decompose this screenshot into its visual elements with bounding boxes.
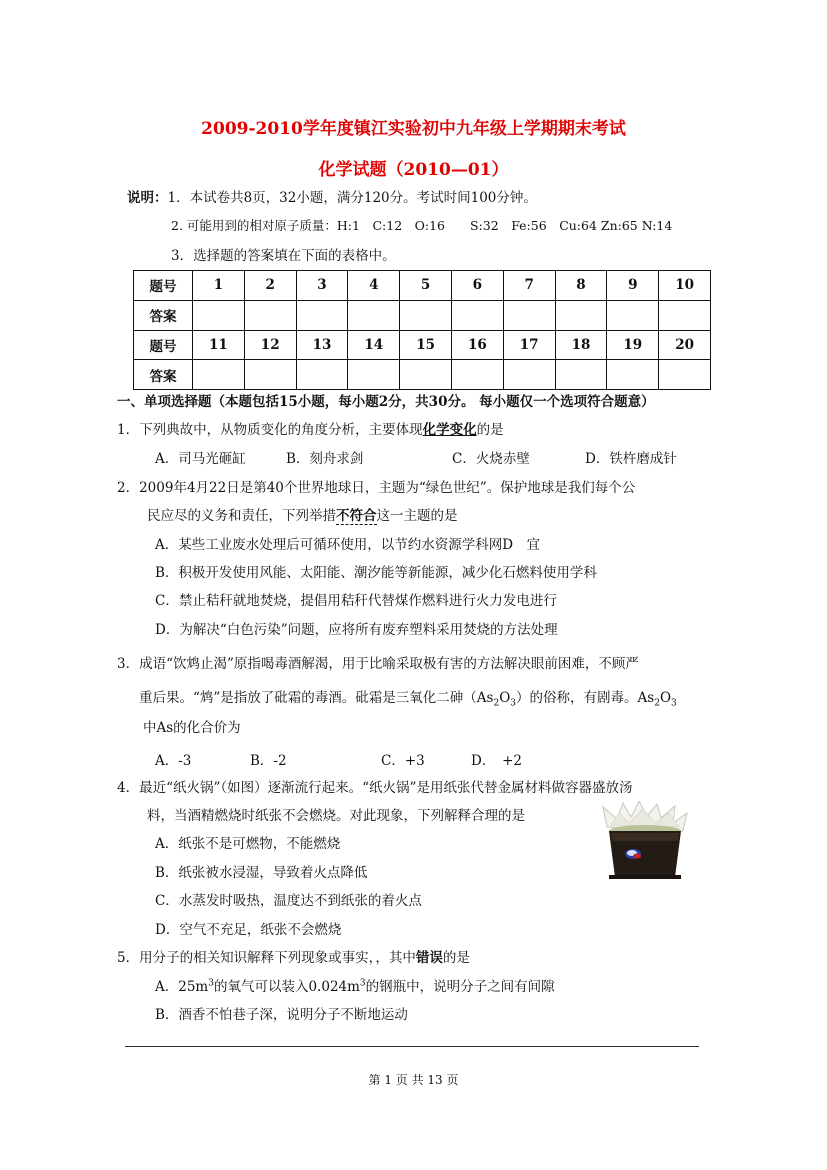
answer-cell[interactable] <box>348 360 400 390</box>
page-number: 第 1 页 共 13 页 <box>368 1073 459 1087</box>
question-number: 10 <box>659 271 711 301</box>
answer-cell[interactable] <box>659 300 711 330</box>
q5-option-a-text: 的氧气可以装入0.024m <box>213 979 360 995</box>
question-2-line-2 <box>147 504 458 524</box>
question-1-stem <box>117 418 504 438</box>
question-number: 18 <box>555 330 607 360</box>
q2-option-b[interactable]: B．积极开发使用风能、太阳能、潮汐能等新能源，减少化石燃料使用学科 <box>155 565 597 581</box>
question-number: 19 <box>607 330 659 360</box>
table-row <box>134 330 711 360</box>
answer-cell[interactable] <box>244 360 296 390</box>
q1-option-b[interactable]: B．刻舟求剑 <box>286 451 364 467</box>
q3-subscript: 3 <box>510 698 517 709</box>
answer-cell[interactable] <box>400 360 452 390</box>
question-number: 3 <box>296 271 348 301</box>
q2-option-c[interactable]: C．禁止秸秆就地焚烧，提倡用秸秆代替煤作燃料进行火力发电进行 <box>155 593 557 609</box>
q5-option-a-text: A．25m <box>155 979 209 995</box>
question-2-text-end: 这一主题的是 <box>376 508 458 524</box>
question-number: 15 <box>400 330 452 360</box>
question-2-text: 民应尽的义务和责任，下列举措 <box>147 508 336 524</box>
question-number: 2 <box>244 271 296 301</box>
answer-cell[interactable] <box>555 360 607 390</box>
q1-option-d[interactable]: D．铁杵磨成针 <box>585 451 677 467</box>
exam-title: 2009-2010学年度镇江实验初中九年级上学期期末考试 <box>201 119 626 139</box>
q3-option-c[interactable]: C．+3 <box>381 753 425 769</box>
question-5-keyword: 错误 <box>415 950 443 966</box>
answer-cell[interactable] <box>503 360 555 390</box>
table-header-cell: 答案 <box>134 360 193 390</box>
q4-option-a[interactable]: A．纸张不是可燃物，不能燃烧 <box>155 836 341 852</box>
answer-cell[interactable] <box>607 300 659 330</box>
q4-option-b[interactable]: B．纸张被水浸湿，导致着火点降低 <box>155 865 368 881</box>
answer-cell[interactable] <box>659 360 711 390</box>
question-1-keyword: 化学变化 <box>422 422 477 438</box>
notes-line-1 <box>127 186 537 206</box>
question-number: 4 <box>348 271 400 301</box>
table-header-cell: 题号 <box>134 330 193 360</box>
question-number: 16 <box>451 330 503 360</box>
question-5-stem <box>117 946 470 966</box>
superscript: 3 <box>359 978 366 989</box>
question-number: 13 <box>296 330 348 360</box>
question-4-line-1: 4．最近“纸火锅”（如图）逐渐流行起来。“纸火锅”是用纸张代替金属材料做容器盛放汤 <box>117 780 633 796</box>
question-number: 12 <box>244 330 296 360</box>
question-number: 11 <box>193 330 245 360</box>
q3-option-d[interactable]: D． +2 <box>471 753 522 769</box>
q1-option-c[interactable]: C．火烧赤壁 <box>452 451 530 467</box>
question-1-text: 1．下列典故中，从物质变化的角度分析，主要体现 <box>117 422 423 438</box>
question-number: 8 <box>555 271 607 301</box>
q1-option-a[interactable]: A．司马光砸缸 <box>155 451 246 467</box>
question-number: 7 <box>503 271 555 301</box>
answer-cell[interactable] <box>296 300 348 330</box>
q3-subscript: 2 <box>654 698 660 709</box>
question-3-line-3: 中As的化合价为 <box>143 720 241 736</box>
q3-subscript: 3 <box>671 698 677 709</box>
note-2: 2. 可能用到的相对原子质量：H:1 C:12 O:16 S:32 Fe:56 Cu:64 Zn:65 N:14 <box>171 218 673 233</box>
answer-cell[interactable] <box>400 300 452 330</box>
question-number: 1 <box>193 271 245 301</box>
q4-option-d[interactable]: D．空气不充足，纸张不会燃烧 <box>155 922 342 938</box>
table-row <box>134 360 711 390</box>
q2-option-d[interactable]: D．为解决“白色污染”问题，应将所有废弃塑料采用焚烧的方法处理 <box>155 622 558 638</box>
q5-option-a[interactable] <box>155 975 555 995</box>
notes-label: 说明： <box>127 190 168 206</box>
superscript: 3 <box>208 978 214 989</box>
footer-divider <box>125 1046 699 1047</box>
table-row <box>134 271 711 301</box>
answer-cell[interactable] <box>555 300 607 330</box>
question-3-line-2 <box>139 686 677 709</box>
q5-option-b[interactable]: B．酒香不怕巷子深，说明分子不断地运动 <box>155 1007 408 1023</box>
answer-cell[interactable] <box>607 360 659 390</box>
question-number: 9 <box>607 271 659 301</box>
q3-text: O <box>499 690 511 706</box>
q3-subscript: 2 <box>493 698 500 709</box>
answer-table <box>133 270 711 390</box>
answer-cell[interactable] <box>244 300 296 330</box>
question-1-text-end: 的是 <box>476 422 504 438</box>
answer-cell[interactable] <box>348 300 400 330</box>
question-5-text: 5．用分子的相关知识解释下列现象或事实，，其中 <box>117 950 416 966</box>
q2-option-a[interactable]: A．某些工业废水处理后可循环使用，以节约水资源学科网D 宜 <box>155 537 541 553</box>
question-4-line-2: 料，当酒精燃烧时纸张不会燃烧。对此现象，下列解释合理的是 <box>147 808 525 824</box>
answer-cell[interactable] <box>193 360 245 390</box>
answer-cell[interactable] <box>451 360 503 390</box>
question-5-text-end: 的是 <box>442 950 470 966</box>
question-number: 14 <box>348 330 400 360</box>
answer-cell[interactable] <box>451 300 503 330</box>
q3-option-b[interactable]: B．-2 <box>250 753 287 769</box>
question-number: 20 <box>659 330 711 360</box>
answer-cell[interactable] <box>503 300 555 330</box>
q3-text: ）的俗称，有剧毒。As <box>516 690 655 706</box>
exam-subtitle: 化学试题（2010—01） <box>318 160 509 180</box>
table-header-cell: 答案 <box>134 300 193 330</box>
answer-cell[interactable] <box>193 300 245 330</box>
paper-hotpot-image <box>599 801 691 879</box>
answer-cell[interactable] <box>296 360 348 390</box>
question-number: 17 <box>503 330 555 360</box>
question-number: 5 <box>400 271 452 301</box>
section-heading: 一、单项选择题（本题包括15小题，每小题2分，共30分。 每小题仅一个选项符合题意） <box>117 394 655 410</box>
q3-option-a[interactable]: A．-3 <box>155 753 192 769</box>
question-2-line-1: 2．2009年4月22日是第40个世界地球日，主题为“绿色世纪”。保护地球是我们每个公 <box>117 480 636 496</box>
q5-option-a-text: 的钢瓶中，说明分子之间有间隙 <box>365 979 555 995</box>
note-1: 1．本试卷共8页，32小题，满分120分。考试时间100分钟。 <box>167 190 537 206</box>
note-3: 3．选择题的答案填在下面的表格中。 <box>171 248 396 264</box>
q3-text: 重后果。“鸩”是指放了砒霜的毒酒。砒霜是三氧化二砷（As <box>139 690 494 706</box>
table-row <box>134 300 711 330</box>
q3-text: O <box>659 690 672 706</box>
question-3-line-1: 3．成语“饮鸩止渴”原指喝毒酒解渴，用于比喻采取极有害的方法解决眼前困难，不顾严 <box>117 656 639 672</box>
q4-option-c[interactable]: C．水蒸发时吸热，温度达不到纸张的着火点 <box>155 893 422 909</box>
table-header-cell: 题号 <box>134 271 193 301</box>
question-number: 6 <box>451 271 503 301</box>
question-2-keyword: 不符合 <box>336 508 377 524</box>
